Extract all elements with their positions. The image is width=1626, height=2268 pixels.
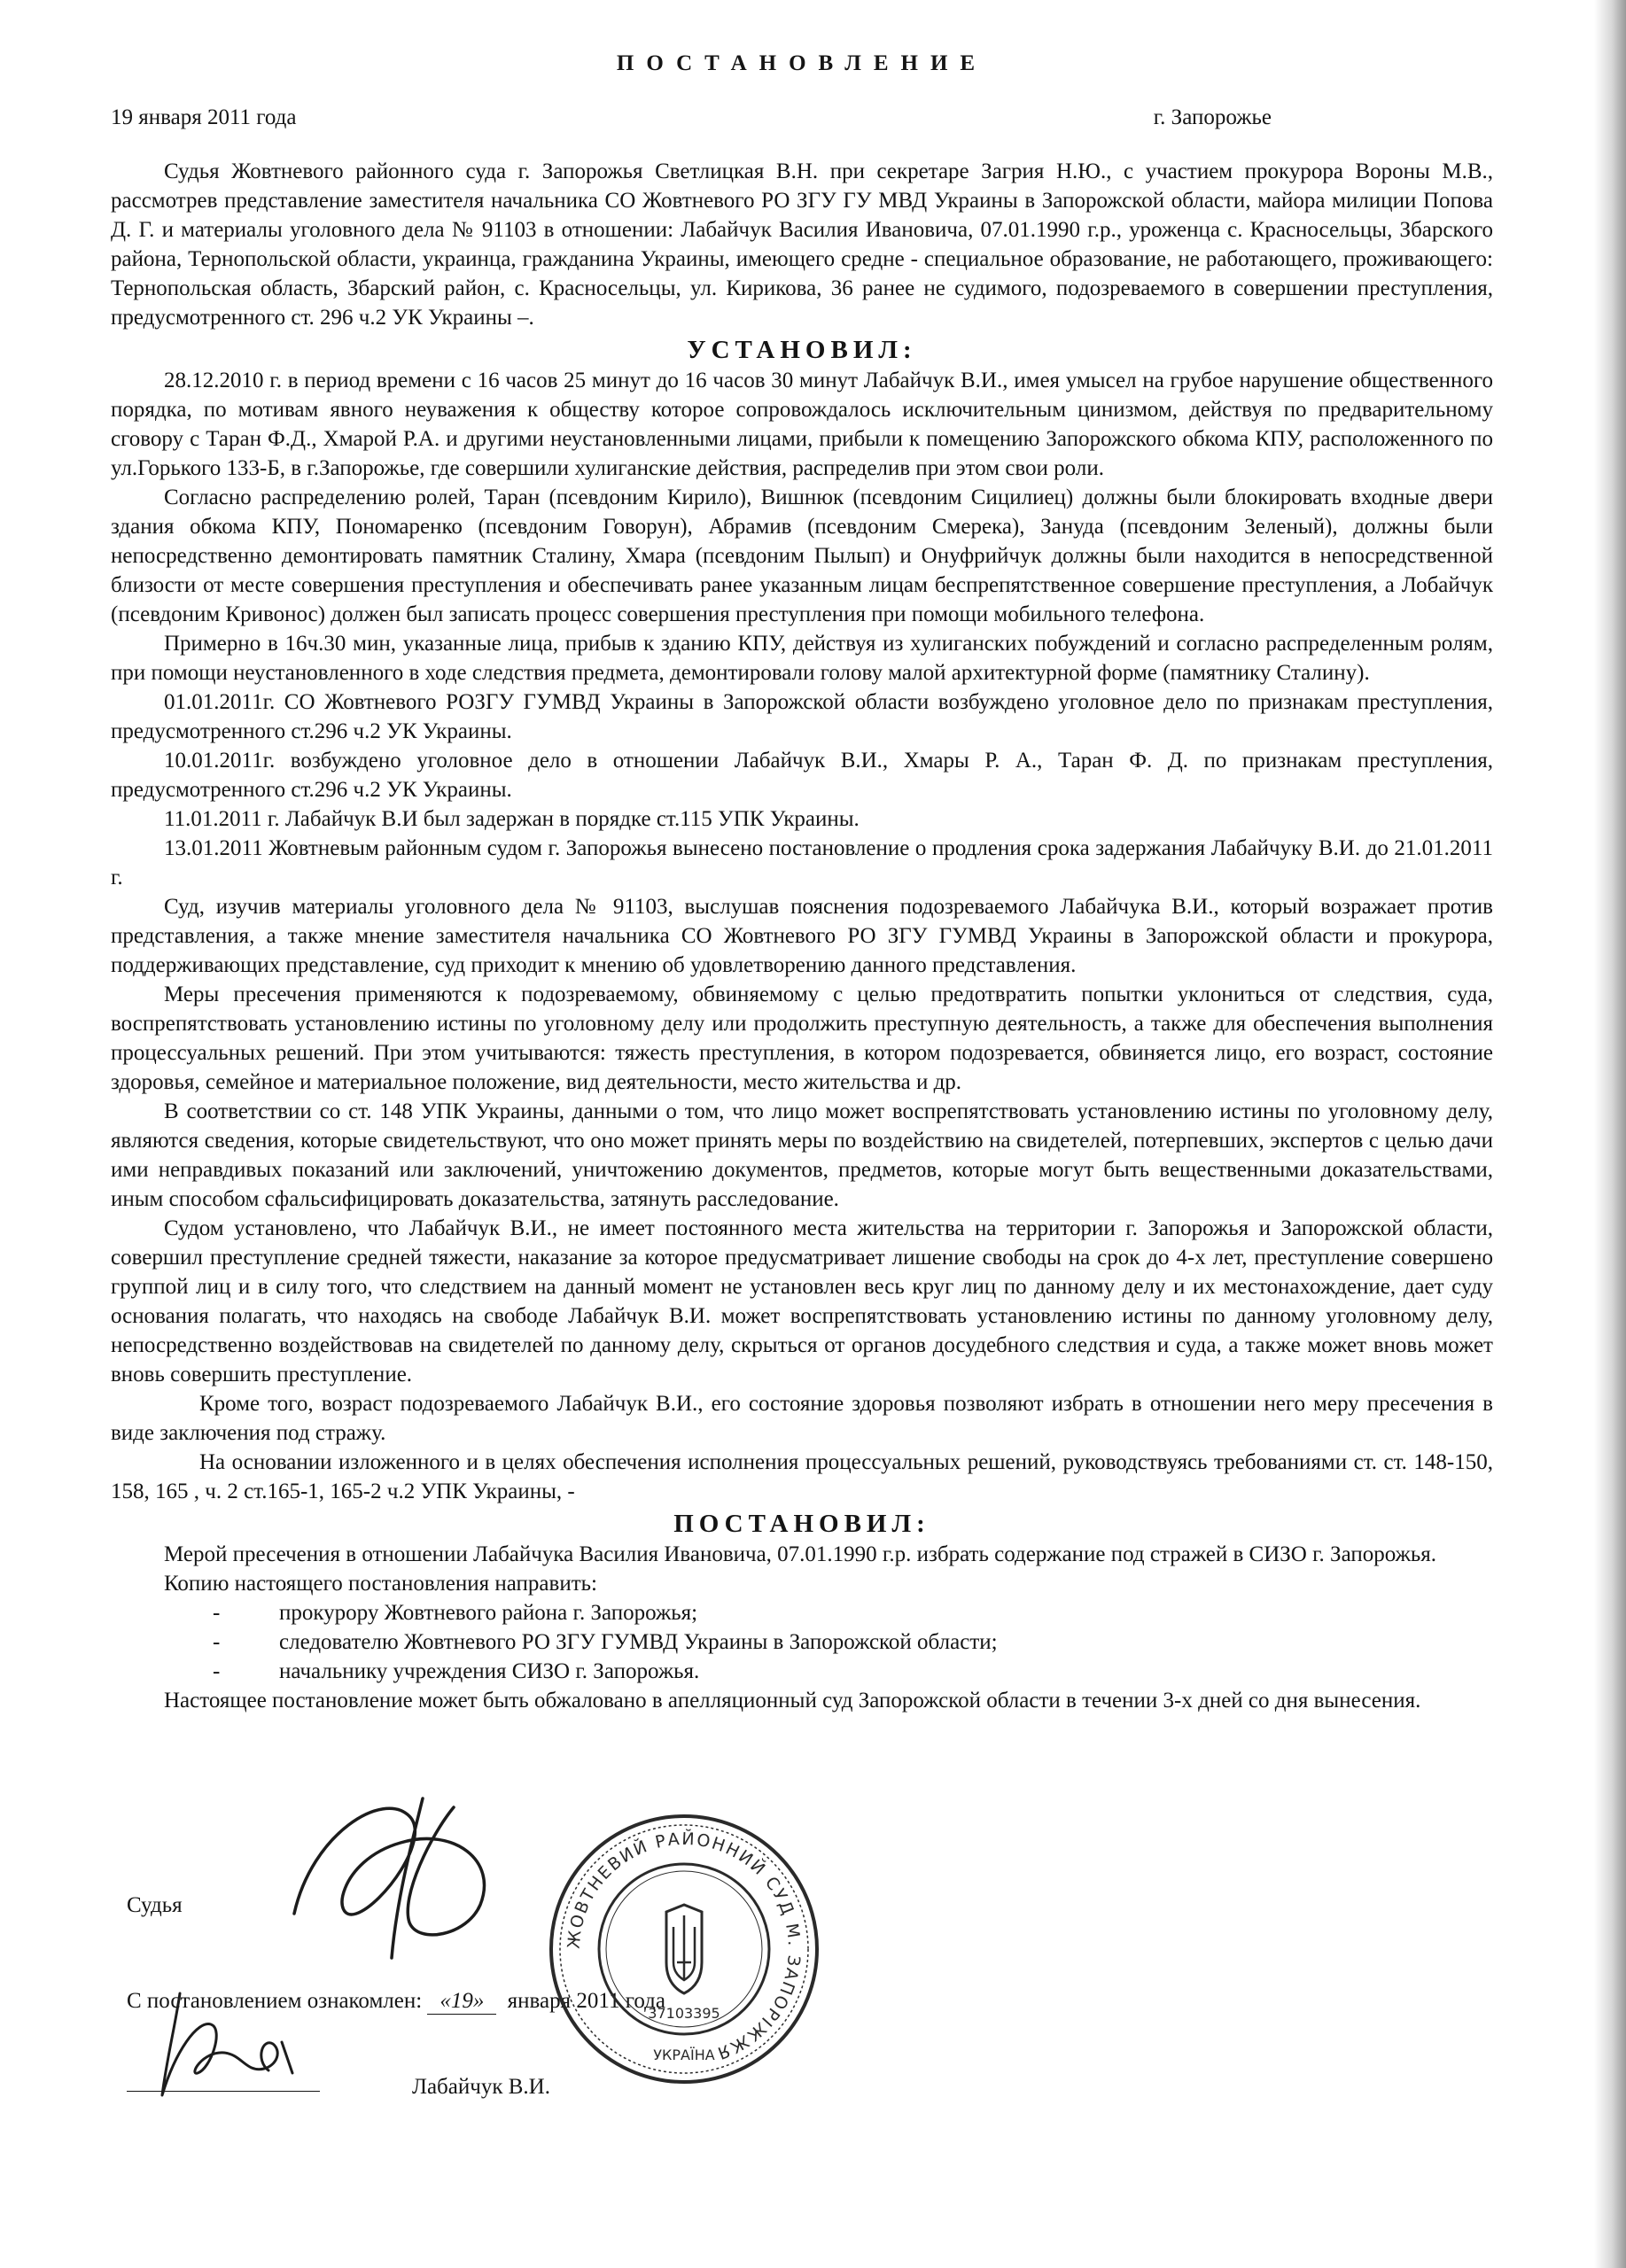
document-title: ПОСТАНОВЛЕНИЕ	[616, 51, 988, 75]
paragraph: 13.01.2011 Жовтневым районным судом г. Запорожья вынесено постановление о продления срока задержания Лабайчуку В.И. до 21.01.2011 г.	[111, 836, 1493, 889]
judge-label: Судья	[127, 1893, 183, 1917]
list-item: - начальнику учреждения СИЗО г. Запорожья.	[213, 1659, 700, 1683]
seal-arc-text: ЖОВТНЕВИЙ РАЙОННИЙ СУД М. ЗАПОРІЖЖЯ	[564, 1829, 805, 2063]
date-place-row	[111, 103, 1493, 132]
seal-code: 37103395	[648, 2005, 720, 2022]
paragraph: В соответствии со ст. 148 УПК Украины, данными о том, что лицо может воспрепятствовать установлению истины по уголовному делу, являются сведения, которые свидетельствуют, что оно может принять меры по воздействию на свидетелей, потерпевших, экспертов с целью дачи ими неправдивых показаний или заключений, уничтожению документов, предметов, которые могут быть вещественными доказательствами, иным способом сфальсифицировать доказательства, затянуть расследование.	[111, 1099, 1493, 1211]
paragraph: Суд, изучив материалы уголовного дела № 91103, выслушав пояснения подозреваемого Лабайчука В.И., который возражает против представления, а также мнение заместителя начальника СО Жовтневого РО ЗГУ ГУМВД Украины в Запорожской области и прокурора, поддерживающих представление, суд приходит к мнению об удовлетворению данного представления.	[111, 895, 1493, 977]
paragraph: 11.01.2011 г. Лабайчук В.И был задержан в порядке ст.115 УПК Украины.	[164, 807, 860, 831]
ack-day: «19»	[427, 1989, 496, 2015]
recipient-text: прокурору Жовтневого района г. Запорожья;	[279, 1601, 698, 1625]
appeal-paragraph: Настоящее постановление может быть обжаловано в апелляционный суд Запорожской области в течении 3-х дней со дня вынесения.	[164, 1689, 1421, 1713]
established-heading: УСТАНОВИЛ:	[687, 336, 917, 364]
paragraph: 28.12.2010 г. в период времени с 16 часов 25 минут до 16 часов 30 минут Лабайчук В.И., имея умысел на грубое нарушение общественного порядка, по мотивам явного неуважения к обществу которое сопровождалось исключительным цинизмом, действуя по предварительному сговору с Таран Ф.Д., Хмарой Р.А. и другими неустановленными лицами, прибыли к помещению Запорожского обкома КПУ, расположенного по ул.Горького 133-Б, в г.Запорожье, где совершили хулиганские действия, распределив при этом свои роли.	[111, 369, 1493, 480]
paragraph: На основании изложенного и в целях обеспечения исполнения процессуальных решений, руководствуясь требованиями ст. ст. 148-150, 158, 165 , ч. 2 ст.165-1, 165-2 ч.2 УПК Украины, -	[111, 1450, 1493, 1503]
copy-intro: Копию настоящего постановления направить:	[164, 1572, 597, 1596]
paragraph: Судом установлено, что Лабайчук В.И., не имеет постоянного места жительства на территории г. Запорожья и Запорожской области, совершил преступление средней тяжести, наказание за которое предусматривает лишение свободы на срок до 4-х лет, преступление совершено группой лиц и в силу того, что следствием на данный момент не установлен весь круг лиц по данному делу и их местонахождение, дает суду основания полагать, что находясь на свободе Лабайчук В.И. может воспрепятствовать установлению истины по данному уголовному делу, непосредственно воздействовав на свидетелей по данному делу, скрыться от органов досудебного следствия и суда, а также может вновь может вновь совершить преступление.	[111, 1216, 1493, 1386]
paragraph: Примерно в 16ч.30 мин, указанные лица, прибыв к зданию КПУ, действуя из хулиганских побуждений и согласно распределенным ролям, при помощи неустановленного в ходе следствия предмета, демонтировали голову малой архитектурной форме (памятнику Сталину).	[111, 632, 1493, 685]
paragraph: 01.01.2011г. СО Жовтневого РОЗГУ ГУМВД Украины в Запорожской области возбуждено уголовное дело по признакам преступления, предусмотренного ст.296 ч.2 УК Украины.	[111, 690, 1493, 743]
intro-paragraph: Судья Жовтневого районного суда г. Запорожья Светлицкая В.Н. при секретаре Загрия Н.Ю., с участием прокурора Вороны М.В., рассмотрев представление заместителя начальника СО Жовтневого РО ЗГУ ГУ МВД Украины в Запорожской области, майора милиции Попова Д. Г. и материалы уголовного дела № 91103 в отношении: Лабайчук Василия Ивановича, 07.01.1990 г.р., уроженца с. Красносельцы, Збарского района, Тернопольской области, украинца, гражданина Украины, имеющего средне - специальное образование, не работающего, проживающего: Тернопольская область, Збарский район, с. Красносельцы, ул. Кирикова, 36 ранее не судимого, подозреваемого в совершении преступления, предусмотренного ст. 296 ч.2 УК Украины –.	[111, 159, 1493, 330]
ack-label: С постановлением ознакомлен:	[127, 1989, 423, 2013]
document-city: г. Запорожье	[1153, 105, 1272, 129]
list-item: - следователю Жовтневого РО ЗГУ ГУМВД Украины в Запорожской области;	[213, 1630, 998, 1654]
paragraph: 10.01.2011г. возбуждено уголовное дело в отношении Лабайчук В.И., Хмары Р. А., Таран Ф. Д. по признакам преступления, предусмотренного ст.296 ч.2 УК Украины.	[111, 749, 1493, 802]
document-body	[111, 49, 1493, 1715]
signatory-name: Лабайчук В.И.	[412, 2075, 550, 2099]
recipient-text: следователю Жовтневого РО ЗГУ ГУМВД Украины в Запорожской области;	[279, 1630, 998, 1654]
paragraph: Кроме того, возраст подозреваемого Лабайчук В.И., его состояние здоровья позволяют избрать в отношении него меру пресечения в виде заключения под стражу.	[111, 1392, 1493, 1445]
recipient-text: начальнику учреждения СИЗО г. Запорожья.	[279, 1659, 700, 1683]
judge-signature-icon	[276, 1781, 525, 1967]
recipients-list	[111, 1598, 1493, 1686]
paragraph: Меры пресечения применяются к подозреваемому, обвиняемому с целью предотвратить попытки уклониться от следствия, суда, воспрепятствовать установлению истины по уголовному делу или продолжить преступную деятельность, а также для обеспечения выполнения процессуальных решений. При этом учитываются: тяжесть преступления, в котором подозревается, обвиняется лицо, его возраст, состояние здоровья, семейное и материальное положение, вид деятельности, место жительства и др.	[111, 983, 1493, 1094]
scan-edge-shadow	[1594, 0, 1626, 2268]
decided-heading: ПОСТАНОВИЛ:	[673, 1510, 930, 1538]
document-date: 19 января 2011 года	[111, 105, 297, 129]
decision-paragraph: Мерой пресечения в отношении Лабайчука Василия Ивановича, 07.01.1990 г.р. избрать содержание под стражей в СИЗО г. Запорожья.	[164, 1542, 1437, 1566]
ack-date-rest: января 2011 года	[507, 1989, 665, 2013]
defendant-signature-icon	[149, 1989, 295, 2100]
paragraph: Согласно распределению ролей, Таран (псевдоним Кирило), Вишнюк (псевдоним Сицилиец) должны были блокировать входные двери здания обкома КПУ, Пономаренко (псевдоним Говорун), Абрамив (псевдоним Смерека), Зануда (псевдоним Зеленый), должны были непосредственно демонтировать памятник Сталину, Хмара (псевдоним Пылып) и Онуфрийчук должны были находится в непосредственной близости от месте совершения преступления и обеспечивать ранее указанным лицам беспрепятственное совершение преступления, а Лобайчук (псевдоним Кривонос) должен был записать процесс совершения преступления при помощи мобильного телефона.	[111, 485, 1493, 626]
court-seal-icon	[542, 1807, 826, 2091]
seal-bottom-text: УКРАЇНА	[653, 2047, 715, 2063]
list-item: - прокурору Жовтневого района г. Запорожья;	[213, 1601, 698, 1625]
